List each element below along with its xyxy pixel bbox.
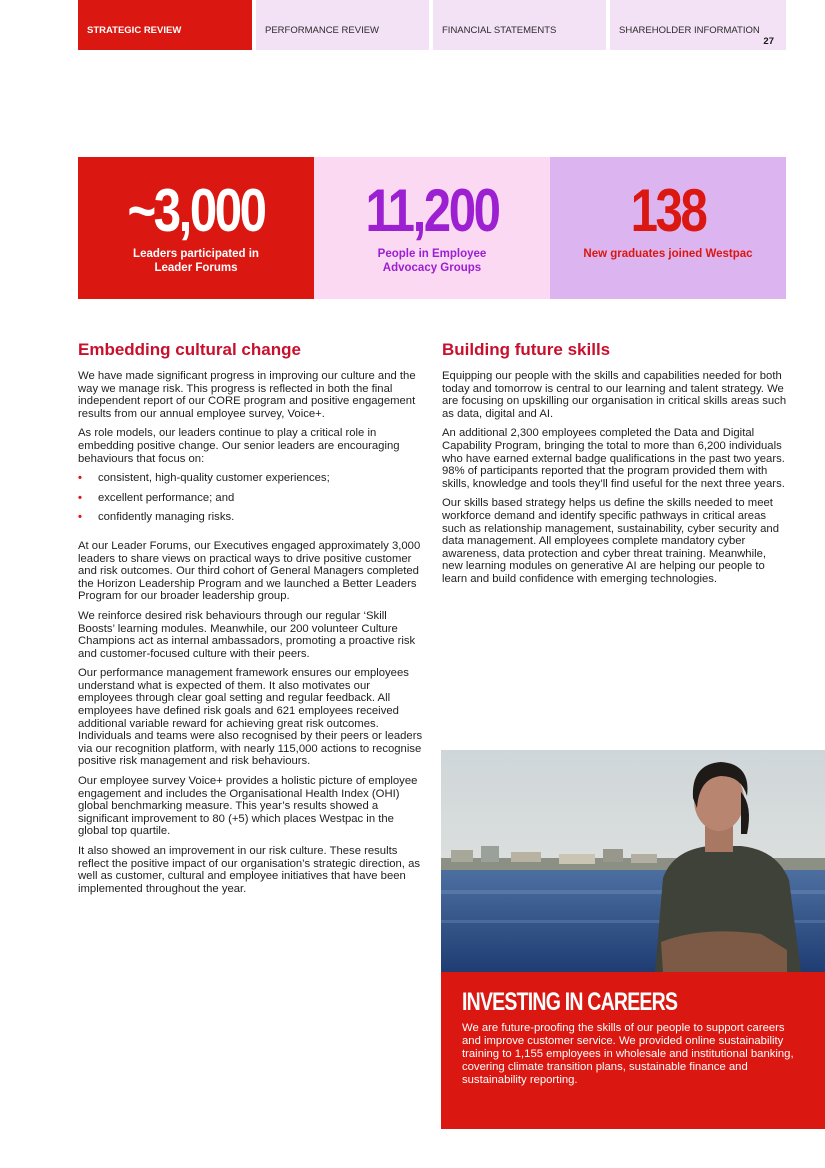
tab-label: FINANCIAL STATEMENTS	[442, 25, 557, 36]
stat-label: New graduates joined Westpac	[583, 248, 753, 260]
stat-label: Leaders participated in Leader Forums	[133, 248, 259, 274]
stat-advocacy-groups	[314, 157, 550, 299]
bullet-icon: •	[78, 491, 82, 504]
list-item-text: confidently managing risks.	[98, 511, 235, 524]
tab-strategic-review[interactable]	[78, 0, 252, 50]
tab-label: SHAREHOLDER INFORMATION	[619, 25, 760, 36]
paragraph: Our skills based strategy helps us define the skills needed to meet workforce demand and identify specific pathways in critical areas such as relationship management, sustainability, cyber security and data management. All employees complete mandatory cyber awareness, data protection and cyber threat training. Meanwhile, new learning modules on generative AI are helping our people to learn and build confidence with emerging technologies.	[442, 497, 779, 585]
list-item	[78, 492, 423, 505]
paragraph: An additional 2,300 employees completed the Data and Digital Capability Program, bringing the total to more than 6,200 individuals who have earned external badge qualifications in the past two years. 98% of participants reported that the program provided them with skills, knowledge and tools they’ll find useful for the next three years.	[442, 427, 785, 490]
employee-photo	[441, 750, 825, 972]
stat-value: 138	[630, 177, 706, 244]
list-item	[78, 472, 423, 485]
bullet-icon: •	[78, 472, 82, 485]
callout-title: INVESTING IN CAREERS	[462, 988, 678, 1016]
stat-graduates	[550, 157, 786, 299]
future-skills-section	[442, 340, 787, 593]
bullet-icon: •	[78, 511, 82, 524]
paragraph: Our employee survey Voice+ provides a holistic picture of employee engagement and includes the Organisational Health Index (OHI) global benchmarking measure. This year’s results showed a significant improvement to 80 (+5) which places Westpac in the global top quartile.	[78, 775, 418, 838]
tab-financial-statements[interactable]	[433, 0, 606, 50]
list-item-text: excellent performance; and	[98, 491, 235, 504]
paragraph: Our performance management framework ensures our employees understand what is expected of them. It also motivates our employees through clear goal setting and regular feedback. All employees have defined risk goals and 621 employees received additional variable reward for achieving great risk outcomes. Individuals and teams were also recognised by their peers or leaders via our recognition platform, with nearly 115,000 actions to recognise positive risk management and risk behaviours.	[78, 667, 423, 768]
paragraph: It also showed an improvement in our risk culture. These results reflect the positive impact of our organisation’s strategic direction, as well as customer, cultural and employee initiatives that have been implemented throughout the year.	[78, 845, 421, 895]
cultural-change-section	[78, 340, 423, 902]
tab-performance-review[interactable]	[256, 0, 429, 50]
tab-label: PERFORMANCE REVIEW	[265, 25, 380, 36]
stat-value: 11,200	[365, 177, 499, 244]
page-number: 27	[763, 36, 774, 47]
paragraph: Equipping our people with the skills and capabilities needed for both today and tomorrow is central to our learning and talent strategy. We are focusing on upskilling our organisation in critical skills areas such as data, digital and AI.	[442, 370, 787, 420]
paragraph: We have made significant progress in improving our culture and the way we manage risk. This progress is reflected in both the final independent report of our CORE program and positive engagement results from our annual employee survey, Voice+.	[78, 370, 416, 420]
stat-leaders	[78, 157, 314, 299]
list-item	[78, 511, 423, 524]
callout-body: We are future-proofing the skills of our people to support careers and improve customer service. We provided online sustainability training to 1,155 employees in wholesale and institutional banking, covering climate transition plans, sustainable finance and sustainability reporting.	[462, 1022, 794, 1086]
careers-callout	[441, 972, 825, 1129]
section-heading: Embedding cultural change	[78, 340, 301, 359]
paragraph: As role models, our leaders continue to play a critical role in embedding positive change. Our senior leaders are encouraging behaviours that focus on:	[78, 427, 400, 465]
behaviour-list	[78, 472, 423, 524]
paragraph: We reinforce desired risk behaviours through our regular ‘Skill Boosts’ learning modules. Meanwhile, our 200 volunteer Culture Champions act as internal ambassadors, promoting a proactive risk and customer-focused culture with their peers.	[78, 609, 416, 660]
list-item-text: consistent, high-quality customer experiences;	[98, 472, 330, 485]
stats-band	[78, 157, 786, 299]
tab-label: STRATEGIC REVIEW	[87, 25, 182, 36]
section-heading: Building future skills	[442, 340, 611, 359]
stat-label: People in Employee Advocacy Groups	[377, 248, 487, 274]
paragraph: At our Leader Forums, our Executives engaged approximately 3,000 leaders to share views on practical ways to drive positive customer and risk outcomes. Our third cohort of General Managers completed the Horizon Leadership Program and we launched a Better Leaders Program for our broader leadership group.	[78, 539, 421, 603]
section-nav	[78, 0, 786, 50]
stat-value: ~3,000	[127, 177, 265, 244]
tab-shareholder-information[interactable]	[610, 0, 786, 50]
